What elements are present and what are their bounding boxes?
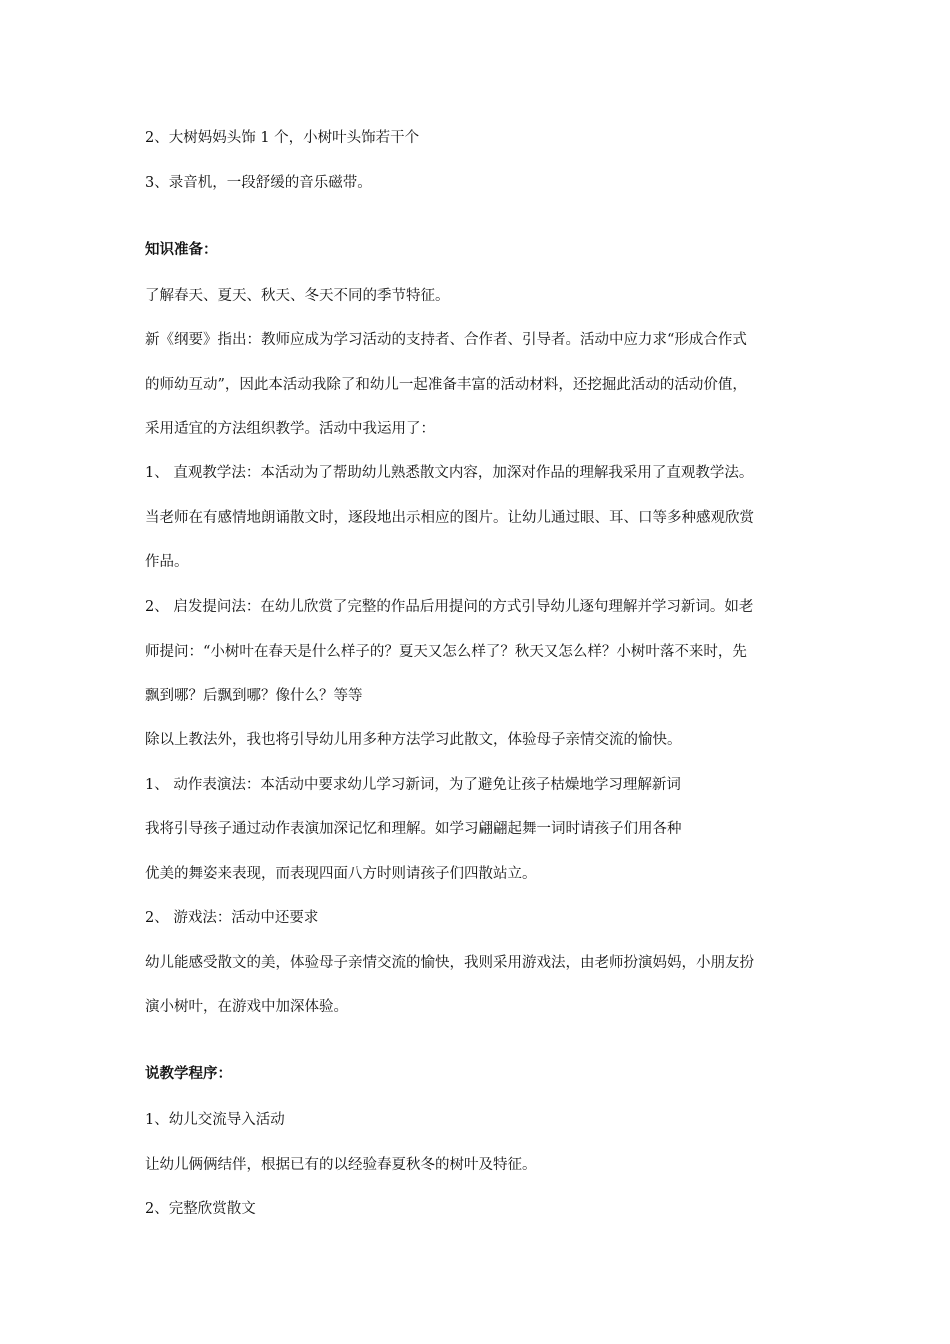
knowledge-paragraph-3: 除以上教法外，我也将引导幼儿用多种方法学习此散文，体验母子亲情交流的愉快。 [145,732,682,748]
study-method-2-line-1: 2、 游戏法：活动中还要求 [145,910,319,926]
method-2-line-2: 师提问：“小树叶在春天是什么样子的？夏天又怎么样了？秋天又怎么样？小树叶落不来时，先 [145,644,747,660]
method-1-line-2: 当老师在有感情地朗诵散文时，逐段地出示相应的图片。让幼儿通过眼、耳、口等多种感观欣赏 [145,510,754,526]
study-method-2-line-3: 演小树叶，在游戏中加深体验。 [145,999,348,1015]
materials-item-2: 2、大树妈妈头饰 1 个，小树叶头饰若干个 [145,130,420,146]
study-method-1-line-3: 优美的舞姿来表现，而表现四面八方时则请孩子们四散站立。 [145,866,537,882]
method-1-line-3: 作品。 [145,554,189,570]
study-method-1-line-2: 我将引导孩子通过动作表演加深记忆和理解。如学习翩翩起舞一词时请孩子们用各种 [145,821,682,837]
study-method-2-line-2: 幼儿能感受散文的美，体验母子亲情交流的愉快，我则采用游戏法，由老师扮演妈妈，小朋友扮 [145,955,754,971]
knowledge-paragraph-2-line-3: 采用适宜的方法组织教学。活动中我运用了： [145,421,435,437]
procedure-step-1-title: 1、幼儿交流导入活动 [145,1112,285,1128]
procedure-step-1-text: 让幼儿俩俩结伴，根据已有的以经验春夏秋冬的树叶及特征。 [145,1157,537,1173]
knowledge-paragraph-2-line-1: 新《纲要》指出：教师应成为学习活动的支持者、合作者、引导者。活动中应力求“形成合作式 [145,332,747,348]
method-2-line-1: 2、 启发提问法：在幼儿欣赏了完整的作品后用提问的方式引导幼儿逐句理解并学习新词。如老 [145,599,754,615]
knowledge-heading: 知识准备： [145,241,218,258]
study-method-1-line-1: 1、 动作表演法：本活动中要求幼儿学习新词，为了避免让孩子枯燥地学习理解新词 [145,777,681,793]
method-1-line-1: 1、 直观教学法：本活动为了帮助幼儿熟悉散文内容，加深对作品的理解我采用了直观教学法。 [145,465,754,481]
method-2-line-3: 飘到哪？后飘到哪？像什么？等等 [145,688,363,704]
procedure-step-2-title: 2、完整欣赏散文 [145,1201,256,1217]
procedure-heading: 说教学程序： [145,1065,232,1082]
knowledge-paragraph-2-line-2: 的师幼互动”，因此本活动我除了和幼儿一起准备丰富的活动材料，还挖掘此活动的活动价值， [145,377,747,393]
knowledge-paragraph-1: 了解春天、夏天、秋天、冬天不同的季节特征。 [145,288,450,304]
materials-item-3: 3、录音机，一段舒缓的音乐磁带。 [145,175,372,191]
